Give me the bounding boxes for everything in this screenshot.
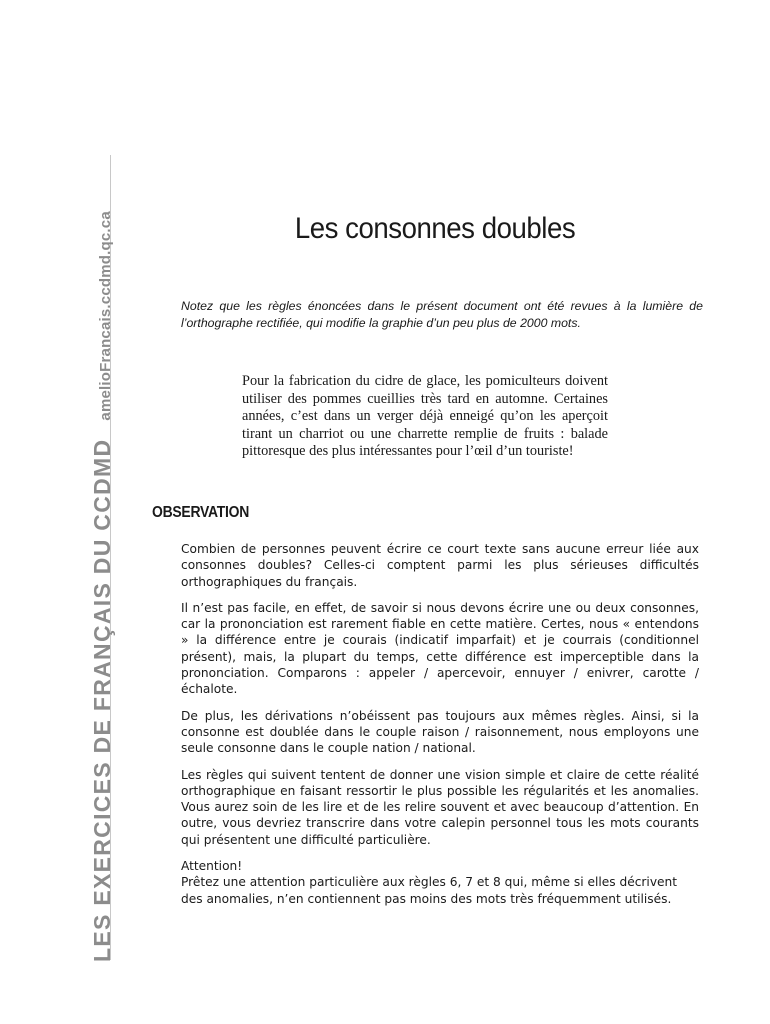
paragraph-2: Il n’est pas facile, en effet, de savoir si nous devons écrire une ou deux consonnes, car la prononciation est rarement fiable en cette matière. Certes, nous « entendons » la différence entre je courais (indicatif imparfait) et je courrais (conditionnel présent), mais, la plupart du temps, cette différence est imperceptible dans la prononciation. Comparons : appeler / apercevoir, ennuyer / enivrer, carotte / échalote. — [181, 600, 699, 697]
site-url: amelioFrancais.ccdmd.qc.ca — [97, 211, 114, 421]
paragraph-4: Les règles qui suivent tentent de donner une vision simple et claire de cette réalité orthographique en faisant ressortir le plus possible les régularités et les anomalies. Vous aurez soin de les lire et de les relire souvent et avec beaucoup d’attention. En outre, vous devriez transcrire dans votre calepin personnel tous les mots courants qui présentent une difficulté particulière. — [181, 767, 699, 847]
paragraph-3: De plus, les dérivations n’obéissent pas toujours aux mêmes règles. Ainsi, si la consonne est doublée dans le couple raison / raisonnement, nous employons une seule consonne dans le couple nation / national. — [181, 708, 699, 756]
observation-body — [181, 541, 699, 917]
paragraph-1: Combien de personnes peuvent écrire ce court texte sans aucune erreur liée aux consonnes doubles? Celles-ci comptent parmi les plus sérieuses difficultés orthographiques du français. — [181, 542, 699, 589]
section-heading: OBSERVATION — [152, 504, 250, 521]
orthography-note: Notez que les règles énoncées dans le présent document ont été revues à la lumière de l’orthographe rectifiée, qui modifie la graphie d’un peu plus de 2000 mots. — [181, 299, 703, 330]
series-title: LES EXERCICES DE FRANÇAIS DU CCDMD — [89, 438, 115, 962]
page-title: Les consonnes doubles — [294, 212, 576, 245]
paragraph-attention: Attention! Prêtez une attention particulière aux règles 6, 7 et 8 qui, même si elles décrivent des anomalies, n’en contiennent pas moins des mots très fréquemment utilisés. — [181, 859, 678, 906]
sidebar-branding — [88, 122, 116, 962]
quote-text: Pour la fabrication du cidre de glace, les pomiculteurs doivent utiliser des pommes cueillies très tard en automne. Certaines années, c’est dans un verger déjà enneigé qu’on les aperçoit tirant un charriot ou une charrette remplie de fruits : balade pittoresque des plus intéressantes pour l’œil d’un touriste! — [242, 373, 608, 459]
example-quote — [242, 373, 608, 461]
